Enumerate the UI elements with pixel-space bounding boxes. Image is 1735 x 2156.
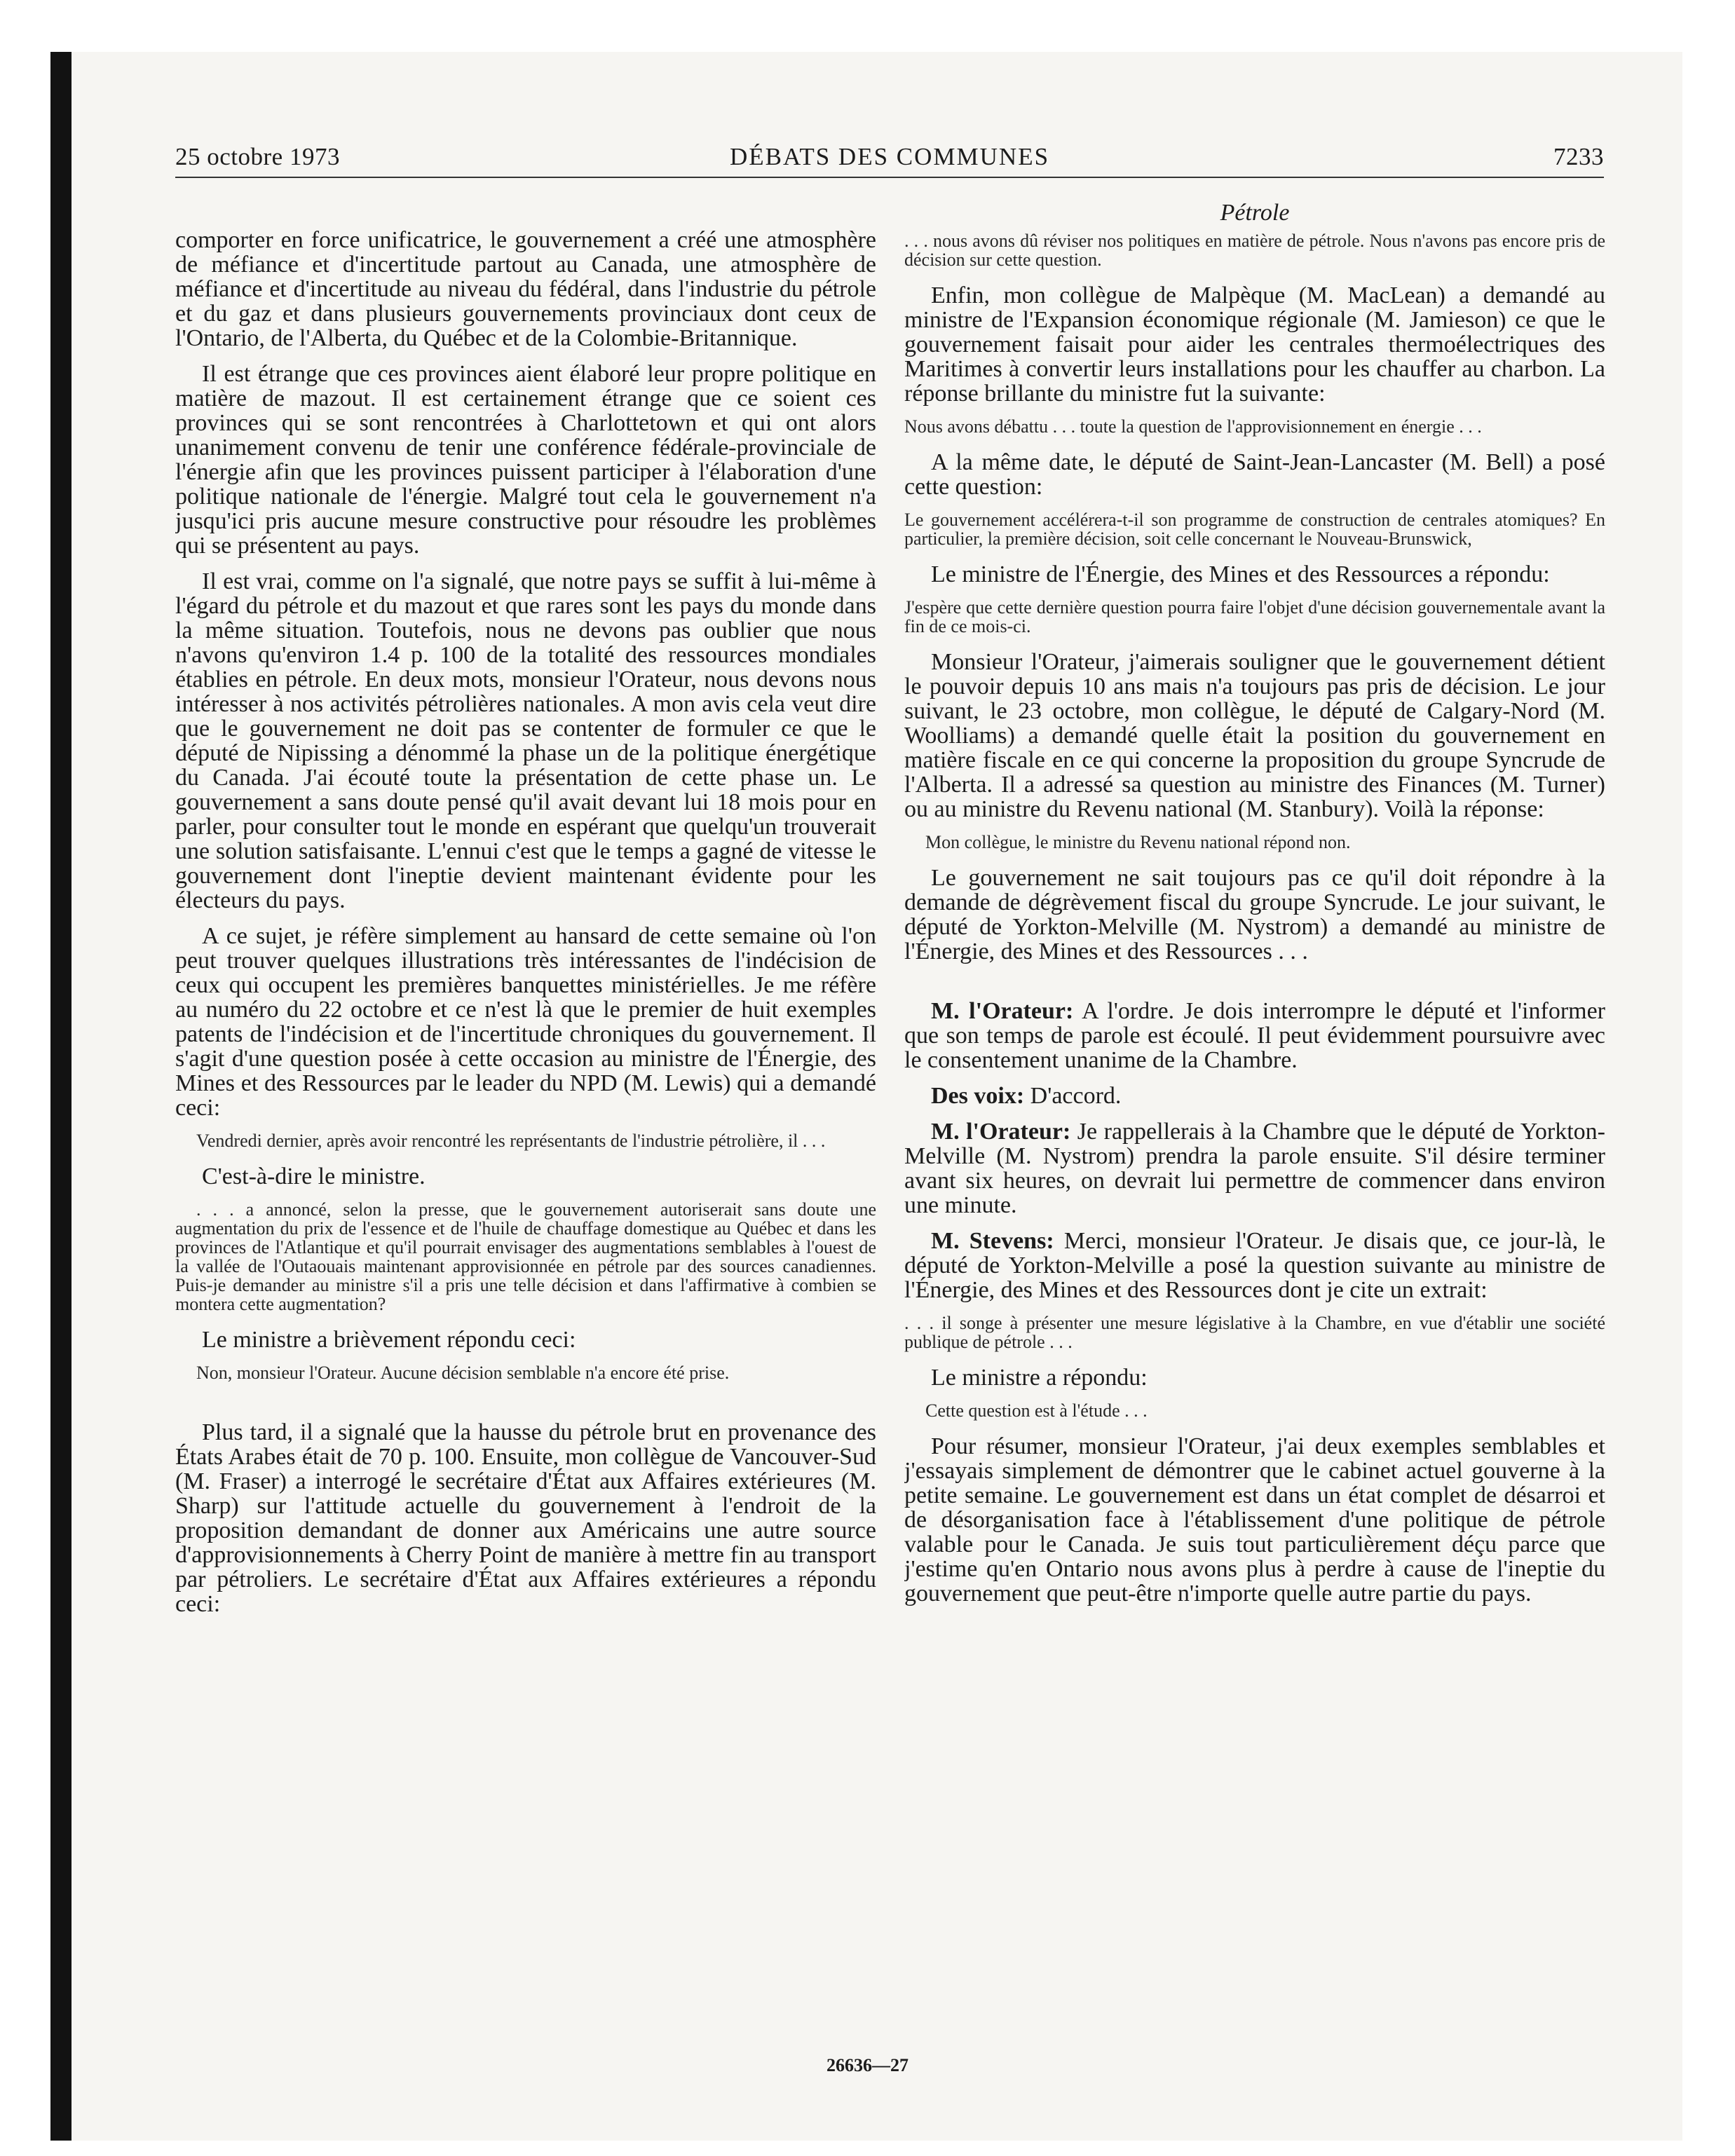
header-rule [175,177,1604,178]
speaker-paragraph [904,999,1605,1072]
header-page-number: 7233 [1553,143,1604,170]
quotation: Mon collègue, le ministre du Revenu national répond non. [925,832,1351,852]
header-date: 25 octobre 1973 [175,143,340,170]
paragraph: A la même date, le député de Saint-Jean-Lancaster (M. Bell) a posé cette question: [904,449,1605,500]
left-column [175,228,876,2008]
speaker-name: M. Stevens: [931,1228,1054,1254]
quotation: Non, monsieur l'Orateur. Aucune décision semblable n'a encore été prise. [196,1363,730,1383]
scan-binding-edge [50,52,72,2141]
paragraph: Monsieur l'Orateur, j'aimerais souligner que le gouvernement détient le pouvoir depuis 10 ans mais n'a toujours pas pris de décision. Le jour suivant, le 23 octobre, mon collègue, le député de Calgary-Nord (M. Woolliams) a demandé quelle était la position du gouvernement en matière fiscale en ce qui concerne la proposition du groupe Syncrude de l'Alberta. Il a adressé sa question au ministre des Finances (M. Turner) ou au ministre du Revenu national (M. Stanbury). Voilà la réponse: [904,649,1605,822]
quotation: Le gouvernement accélérera-t-il son programme de construction de centrales atomiques? En particulier, la première décision, soit celle concernant le Nouveau-Brunswick, [904,510,1605,549]
quotation: . . . il songe à présenter une mesure législative à la Chambre, en vue d'établir une société publique de pétrole . . . [904,1313,1605,1352]
speaker-paragraph [904,1229,1605,1302]
speaker-text: Je rappellerais à la Chambre que le député de Yorkton-Melville (M. Nystrom) prendra la parole ensuite. S'il désire terminer avant six heures, on devrait lui permettre de commencer dans environ une minute. [904,1119,1605,1218]
speaker-name: Des voix: [931,1083,1025,1109]
quotation: Cette question est à l'étude . . . [925,1400,1148,1421]
quotation: . . . a annoncé, selon la presse, que le gouvernement autoriserait sans doute une augmentation du prix de l'essence et de l'huile de chauffage domestique au Québec et dans les provinces de l'Atlantique et qu'il pourrait envisager des augmentations semblables à l'ouest de la vallée de l'Outaouais maintenant approvisionnée en pétrole par des sources canadiennes. Puis-je demander au ministre s'il a pris une telle décision et dans l'affirmative à combien se montera cette augmentation? [175,1199,876,1314]
quotation: Vendredi dernier, après avoir rencontré les représentants de l'industrie pétrolière, il . . . [196,1131,826,1151]
section-heading: Pétrole [1220,200,1290,226]
speaker-name: M. l'Orateur: [931,998,1074,1024]
paragraph: Enfin, mon collègue de Malpèque (M. MacLean) a demandé au ministre de l'Expansion économique régionale (M. Jamieson) ce que le gouvernement faisait pour aider les centrales thermoélectriques des Maritimes à convertir leurs installations pour les chauffer au charbon. La réponse brillante du ministre fut la suivante: [904,282,1605,407]
paragraph: comporter en force unificatrice, le gouvernement a créé une atmosphère de méfiance et d'incertitude partout au Canada, une atmosphère de méfiance et d'incertitude au niveau du fédéral, dans l'industrie du pétrole et du gaz et dans plusieurs gouvernements provinciaux dont ceux de l'Ontario, de l'Alberta, du Québec et de la Colombie-Britannique. [175,228,876,351]
speaker-text: D'accord. [1024,1083,1122,1109]
speaker-paragraph [904,1084,1605,1108]
quotation: . . . nous avons dû réviser nos politiques en matière de pétrole. Nous n'avons pas encore pris de décision sur cette question. [904,231,1605,270]
speaker-text: Merci, monsieur l'Orateur. Je disais que, ce jour-là, le député de Yorkton-Melville a posé la question suivante au ministre de l'Énergie, des Mines et des Ressources dont je cite un extrait: [904,1228,1605,1303]
speaker-paragraph [904,1119,1605,1217]
paragraph: Plus tard, il a signalé que la hausse du pétrole brut en provenance des États Arabes était de 70 p. 100. Ensuite, mon collègue de Vancouver-Sud (M. Fraser) a interrogé le secrétaire d'État aux Affaires extérieures (M. Sharp) sur l'attitude actuelle du gouvernement à l'endroit de la proposition demandant de donner aux Américains une autre source d'approvisionnements à Cherry Point de manière à mettre fin au transport par pétroliers. Le secrétaire d'État aux Affaires extérieures a répondu ceci: [175,1419,876,1617]
speaker-name: M. l'Orateur: [931,1119,1071,1145]
paragraph: Le ministre a brièvement répondu ceci: [202,1327,576,1353]
paragraph: Le ministre de l'Énergie, des Mines et des Ressources a répondu: [931,561,1550,587]
paragraph: Il est étrange que ces provinces aient élaboré leur propre politique en matière de mazout. Il est certainement étrange que ce soient ces provinces qui se sont rencontrées à Charlottetown et qui ont alors unanimement convenu de tenir une conférence fédérale-provinciale de l'énergie afin que les provinces puissent participer à l'élaboration d'une politique nationale de l'énergie. Malgré tout cela le gouvernement n'a jusqu'ici pris aucune mesure constructive pour résoudre les problèmes qui se présentent au pays. [175,361,876,559]
header-title: DÉBATS DES COMMUNES [729,143,1050,170]
quotation: Nous avons débattu . . . toute la question de l'approvisionnement en énergie . . . [904,416,1482,437]
page-footer-code: 26636—27 [826,2055,909,2075]
paragraph: Pour résumer, monsieur l'Orateur, j'ai deux exemples semblables et j'essayais simplement de démontrer que le cabinet actuel gouverne à la petite semaine. Le gouvernement est dans un état complet de désarroi et de désorganisation face à l'établissement d'une politique de pétrole valable pour le Canada. Je suis tout particulièrement déçu parce que j'estime qu'en Ontario nous avons plus à perdre à cause de l'ineptie du gouvernement que peut-être n'importe quelle autre partie du pays. [904,1433,1605,1606]
right-column [904,199,1605,1979]
paragraph: C'est-à-dire le ministre. [202,1164,426,1189]
speaker-text: A l'ordre. Je dois interrompre le député et l'informer que son temps de parole est écoulé. Il peut évidemment poursuivre avec le consentement unanime de la Chambre. [904,998,1605,1073]
page-header [175,143,1604,178]
quotation: J'espère que cette dernière question pourra faire l'objet d'une décision gouvernementale avant la fin de ce mois-ci. [904,597,1605,636]
paragraph: A ce sujet, je réfère simplement au hansard de cette semaine où l'on peut trouver quelques illustrations très intéressantes de l'indécision de ceux qui occupent les premières banquettes ministérielles. Je me réfère au numéro du 22 octobre et ce n'est là que le premier de huit exemples patents de l'indécision et de l'incertitude chroniques du gouvernement. Il s'agit d'une question posée à cette occasion au ministre de l'Énergie, des Mines et des Ressources par le leader du NPD (M. Lewis) qui a demandé ceci: [175,923,876,1121]
paragraph: Il est vrai, comme on l'a signalé, que notre pays se suffit à lui-même à l'égard du pétrole et du mazout et que rares sont les pays du monde dans la même situation. Toutefois, nous ne devons pas oublier que nous n'avons qu'environ 1.4 p. 100 de la totalité des ressources mondiales établies en pétrole. En deux mots, monsieur l'Orateur, nous devons nous intéresser à nos activités pétrolières nationales. A mon avis cela veut dire que le gouvernement ne doit pas se contenter de formuler ce que le député de Nipissing a dénommé la phase un de la politique énergétique du Canada. J'ai écouté toute la présentation de cette phase un. Le gouvernement a sans doute pensé qu'il avait devant lui 18 mois pour en parler, pour consulter tout le monde en espérant que quelqu'un trouverait une solution satisfaisante. L'ennui c'est que le temps a gagné de vitesse le gouvernement dont l'ineptie devient maintenant évidente pour les électeurs du pays. [175,568,876,913]
paragraph: Le ministre a répondu: [931,1365,1148,1391]
paragraph: Le gouvernement ne sait toujours pas ce qu'il doit répondre à la demande de dégrèvement fiscal du groupe Syncrude. Le jour suivant, le député de Yorkton-Melville (M. Nystrom) a demandé au ministre de l'Énergie, des Mines et des Ressources . . . [904,865,1605,964]
